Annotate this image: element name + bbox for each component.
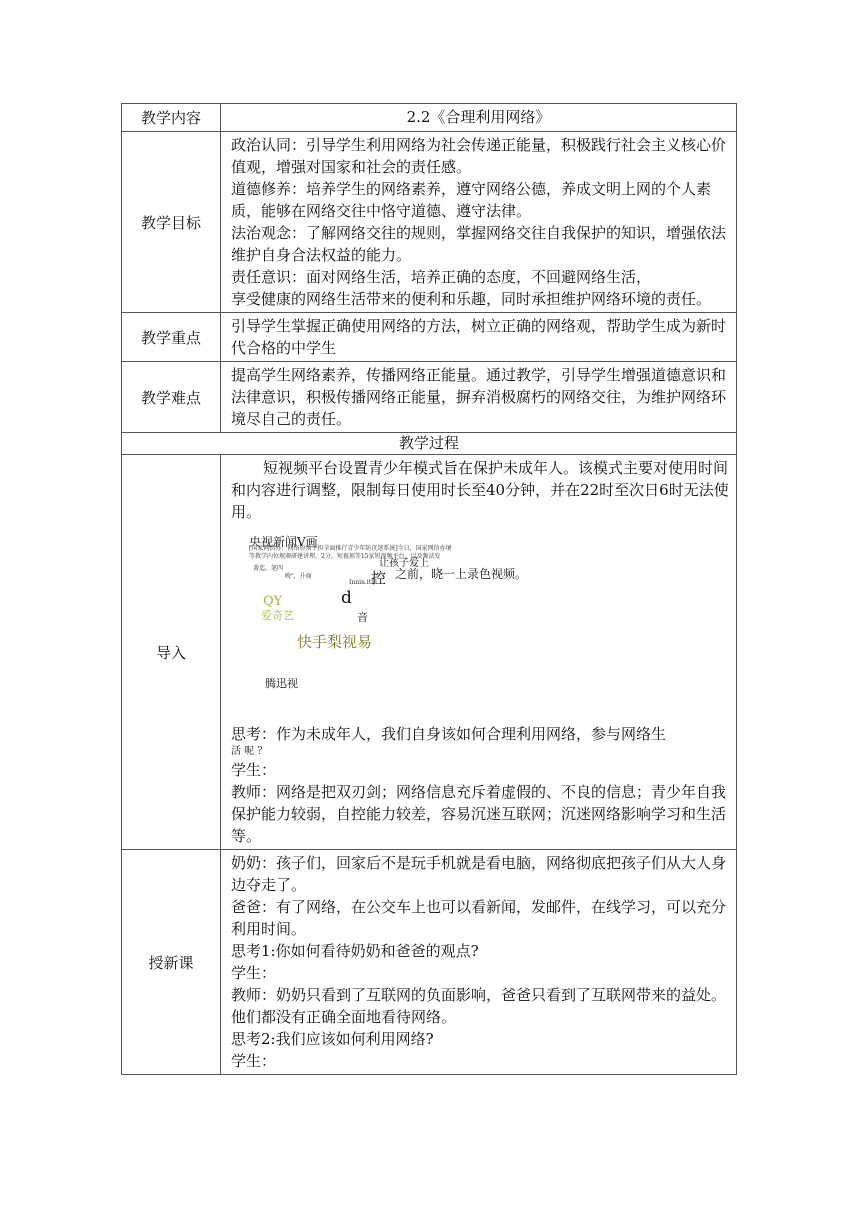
platform-collage: [231, 523, 732, 723]
news-small-2: 晚"，升商: [285, 573, 312, 580]
difficult-text: 提高学生网络素养，传播网络正能量。通过教学，引导学生增强道德意识和法律意识，积极传播网络正能量，摒弃消极腐朽的网络交往，为维护网络环境尽自己的责任。: [221, 362, 737, 433]
tencent-video-label: 腾迅视: [265, 677, 298, 690]
label-difficult: 教学难点: [122, 362, 221, 433]
key-text: 引导学生掌握正确使用网络的方法，树立正确的网络观，帮助学生成为新时代合格的中学生: [221, 313, 737, 362]
row-goals: [122, 132, 737, 313]
label-key: 教学重点: [122, 313, 221, 362]
douyin-label: 音: [357, 611, 368, 624]
label-goals: 教学目标: [122, 132, 221, 313]
goal-responsibility-2: 享受健康的网络生活带来的便利和乐趣，同时承担维护网络环境的责任。: [231, 290, 712, 308]
row-intro: [122, 455, 737, 850]
row-process-header: [122, 433, 737, 455]
row-new-lesson: [122, 850, 737, 1075]
news-line-2: 等教学内位规颁研建讲理，2分，短视顼等15家短视频平台，以及频法发: [249, 553, 441, 560]
goal-responsibility-1: 责任意识：面对网络生活，培养正确的态度，不回避网络生活，: [231, 268, 652, 286]
dad-line: 爸爸：有了网络，在公交车上也可以看新闻，发邮件，在线学习，可以充分利用时间。: [231, 898, 727, 938]
douyin-logo-mark: d: [341, 588, 352, 608]
iqiyi-logo-mark: QY: [263, 594, 283, 609]
think-question-a: 思考：作为未成年人，我们自身该如何合理利用网络，参与网络生: [231, 725, 667, 743]
think-2: 思考2:我们应该如何利用网络?: [231, 1030, 434, 1048]
goals-cell: [221, 132, 737, 313]
intro-cell: [221, 455, 737, 850]
news-line-1: [国家网信办：网络短须平担全面推行青少年防沉迷系統]今日，国家网信办境: [249, 545, 452, 552]
label-intro: 导入: [122, 455, 221, 850]
grandma-line: 奶奶：孩子们，回家后不是玩手机就是看电脑，网络彻底把孩子们从大人身边夺走了。: [231, 854, 727, 894]
cctv-news-label: 央视新闻V画: [249, 535, 318, 549]
lesson-plan-table: [121, 103, 737, 1075]
intro-paragraph: 短视频平台设置青少年模式旨在保护未成年人。该模式主要对使用时间和内容进行调整，限制每日使用时长至40分钟，并在22时至次日6时无法使用。: [231, 459, 729, 521]
goal-political: 政治认同：引导学生利用网络为社会传递正能量，积极践行社会主义核心价值观，增强对国家和社会的责任感。: [231, 136, 727, 176]
teacher-summary-2: 教师：奶奶只看到了互联网的负面影响，爸爸只看到了互联网带来的益处。他们都没有正确全面地看待网络。: [231, 986, 727, 1026]
think-question-b: 活 呢 ？: [231, 746, 268, 757]
news-small-1: 著迄，笔四: [253, 565, 284, 572]
kong-char: 控: [371, 569, 387, 587]
think-1: 思考1:你如何看待奶奶和爸爸的观点?: [231, 942, 479, 960]
student-answer-2: 学生：: [231, 964, 277, 982]
iqiyi-label: 爱奇艺: [261, 609, 294, 622]
row-difficult: [122, 362, 737, 433]
row-content: [122, 104, 737, 132]
news-small-3: Innin.itiil: [349, 579, 377, 586]
goal-law: 法治观念：了解网络交往的规则，掌握网络交往自我保护的知识，增强依法维护自身合法权益的能力。: [231, 224, 727, 264]
kuaishou-pear-label: 快手梨视易: [297, 633, 373, 651]
news-line-2b: 让孩子爱上: [379, 558, 429, 569]
goal-moral: 道德修养：培养学生的网络素养，遵守网络公德，养成文明上网的个人素质，能够在网络交往中恪守道德、遵守法律。: [231, 180, 712, 220]
new-lesson-cell: [221, 850, 737, 1075]
after-text: 之前，晓一上录色视频。: [395, 567, 528, 581]
student-answer-3: 学生：: [231, 1052, 277, 1070]
teacher-summary-1: 教师：网络是把双刃剑；网络信息充斥着虚假的、不良的信息；青少年自我保护能力较弱，自控能力较差，容易沉迷互联网；沉迷网络影响学习和生活等。: [231, 783, 727, 845]
process-header: 教学过程: [122, 433, 737, 455]
lesson-title: 2.2《合理利用网络》: [221, 104, 737, 132]
student-answer-1: 学生：: [231, 761, 277, 779]
label-new-lesson: 授新课: [122, 850, 221, 1075]
label-content: 教学内容: [122, 104, 221, 132]
row-key: [122, 313, 737, 362]
